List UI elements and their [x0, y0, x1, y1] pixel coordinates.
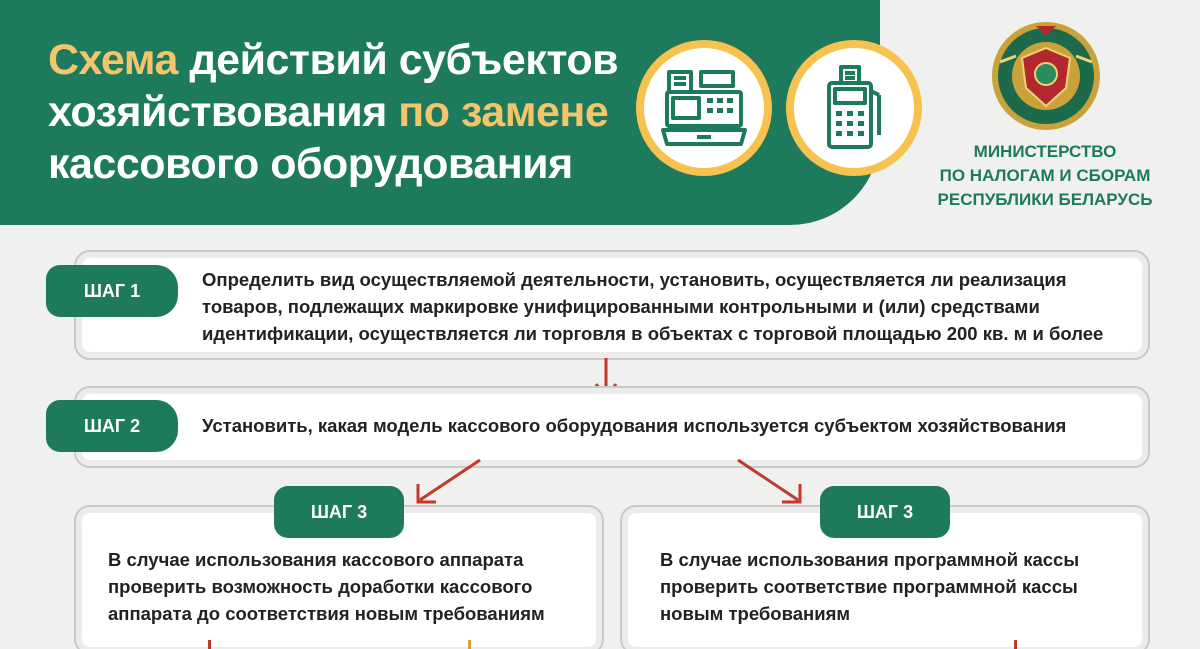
ministry-name: МИНИСТЕРСТВО ПО НАЛОГАМ И СБОРАМ РЕСПУБЛИКИ БЕЛАРУСЬ	[937, 142, 1153, 209]
step-2-label: ШАГ 2	[46, 400, 178, 452]
header-banner	[0, 0, 880, 225]
arrow-down-right	[734, 456, 808, 506]
step-1-label: ШАГ 1	[46, 265, 178, 317]
arrow-stub	[1014, 640, 1017, 649]
arrow-down-left	[410, 456, 484, 506]
step-2-text: Установить, какая модель кассового оборудования используется субъектом хозяйствования	[202, 415, 1067, 436]
page-title: Схема действий субъектов хозяйствования по замене кассового оборудования	[48, 36, 619, 188]
arrow-stub	[468, 640, 471, 649]
step-1-text: Определить вид осуществляемой деятельности, установить, осуществляется ли реализация товаров, подлежащих маркировке унифицированными контрольными и (или) средствами идентификации, осуществляется ли торговля в объектах с торговой площадью 200 кв. м и более	[202, 269, 1104, 344]
payment-terminal-icon	[786, 40, 922, 176]
ministry-emblem-icon	[986, 18, 1106, 139]
step-3-right-label: ШАГ 3	[820, 486, 950, 538]
arrow-stub	[208, 640, 211, 649]
cash-register-icon	[636, 40, 772, 176]
step-3-left-label: ШАГ 3	[274, 486, 404, 538]
step-3-left-text: В случае использования кассового аппарата проверить возможность доработки кассового аппарата до соответствия новым требованиям	[108, 549, 545, 624]
step-3-right-text: В случае использования программной кассы проверить соответствие программной кассы новым требованиям	[660, 549, 1080, 624]
